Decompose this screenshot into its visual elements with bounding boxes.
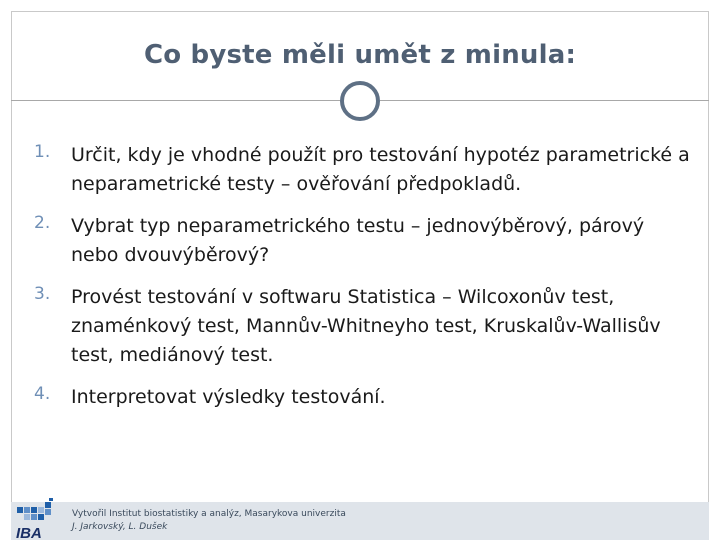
credit-line: Vytvořil Institut biostatistiky a analýz, Masarykova univerzita	[72, 509, 346, 519]
credit-authors: J. Jarkovský, L. Dušek	[72, 522, 168, 532]
list-item-number: 1.	[34, 142, 51, 162]
circle-ornament-icon	[340, 81, 380, 121]
list-item-text: Určit, kdy je vhodné použít pro testování hypotéz parametrické a neparametrické testy – ověřování předpokladů.	[71, 144, 690, 195]
iba-logo-icon	[13, 498, 57, 540]
divider-left	[11, 100, 340, 101]
footer-credit	[72, 508, 346, 534]
list-item	[34, 141, 694, 199]
list-item-number: 3.	[34, 284, 51, 304]
list-item-text: Interpretovat výsledky testování.	[71, 386, 386, 408]
list-item-text: Provést testování v softwaru Statistica – Wilcoxonův test, znaménkový test, Mannův-Whitneyho test, Kruskalův-Wallisův test, mediánový test.	[71, 286, 661, 366]
list-item-number: 2.	[34, 213, 51, 233]
list-item-number: 4.	[34, 384, 51, 404]
slide-title: Co byste měli umět z minula:	[143, 40, 577, 70]
list-item	[34, 212, 694, 270]
list-item-text: Vybrat typ neparametrického testu – jednovýběrový, párový nebo dvouvýběrový?	[71, 215, 645, 266]
objectives-list	[34, 141, 694, 425]
list-item	[34, 383, 694, 412]
logo-text: IBA	[16, 525, 42, 540]
list-item	[34, 283, 694, 370]
divider-right	[380, 100, 709, 101]
